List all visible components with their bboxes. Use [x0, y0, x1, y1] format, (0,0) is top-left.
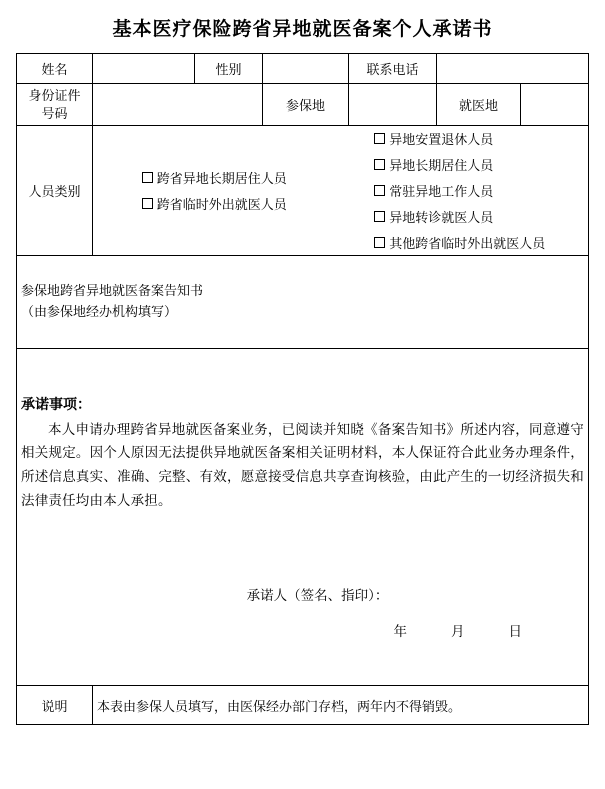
checkbox-label: 异地转诊就医人员 [389, 210, 494, 226]
checkbox-icon[interactable] [142, 172, 153, 183]
table-row-person-category [17, 126, 589, 256]
table-row-promise [17, 349, 589, 686]
checkbox-row-temporary-outbound[interactable] [142, 194, 287, 213]
table-row-id-places [17, 84, 589, 126]
phone-label: 联系电话 [349, 54, 437, 84]
id-number-label [17, 84, 93, 126]
name-label: 姓名 [17, 54, 93, 84]
treatment-place-label: 就医地 [437, 84, 521, 126]
checkbox-label: 跨省异地长期居住人员 [156, 171, 287, 187]
date-day-label: 日 [508, 624, 522, 640]
id-number-label-line2: 号码 [41, 105, 68, 121]
checkbox-label: 异地长期居住人员 [389, 158, 494, 174]
checkbox-label: 常驻异地工作人员 [389, 184, 494, 200]
table-row-basic-info [17, 54, 589, 84]
person-category-right-group [374, 129, 545, 252]
person-category-label: 人员类别 [17, 126, 93, 256]
commitment-form-table [16, 53, 589, 725]
name-input[interactable] [93, 54, 195, 84]
notice-line-1: 参保地跨省异地就医备案告知书 [21, 283, 204, 299]
checkbox-icon[interactable] [374, 237, 385, 248]
id-number-input[interactable] [93, 84, 263, 126]
footer-note-text: 本表由参保人员填写，由医保经办部门存档，两年内不得销毁。 [93, 686, 589, 725]
checkbox-label: 其他跨省临时外出就医人员 [389, 236, 546, 252]
date-year-label: 年 [393, 624, 407, 640]
checkbox-icon[interactable] [374, 133, 385, 144]
checkbox-row-other-temporary[interactable] [374, 233, 545, 252]
insured-place-input[interactable] [349, 84, 437, 126]
checkbox-label: 异地安置退休人员 [389, 132, 494, 148]
table-row-footer-note [17, 686, 589, 725]
promise-title: 承诺事项： [21, 395, 91, 412]
checkbox-row-stationed-worker[interactable] [374, 181, 545, 200]
gender-input[interactable] [263, 54, 349, 84]
signature-label: 承诺人（签名、指印）： [246, 588, 389, 604]
footer-note-label: 说明 [17, 686, 93, 725]
id-number-label-line1: 身份证件 [28, 88, 81, 103]
checkbox-row-long-term-residence[interactable] [142, 168, 287, 187]
checkbox-row-retired-resettled[interactable] [374, 129, 545, 148]
promise-section [17, 349, 589, 686]
person-category-left-group [142, 168, 287, 213]
checkbox-row-long-term-resident[interactable] [374, 155, 545, 174]
checkbox-row-referral[interactable] [374, 207, 545, 226]
table-row-notice [17, 256, 589, 349]
person-category-options [93, 126, 589, 256]
date-line [21, 620, 584, 640]
gender-label: 性别 [195, 54, 263, 84]
date-month-label: 月 [451, 624, 465, 640]
promise-body: 本人申请办理跨省异地就医备案业务，已阅读并知晓《备案告知书》所述内容，同意遵守相关规定。因个人原因无法提供异地就医备案相关证明材料，本人保证符合此业务办理条件，所述信息真实、准确、完整、有效，愿意接受信息共享查询核验，由此产生的一切经济损失和法律责任均由本人承担。 [21, 421, 584, 508]
checkbox-icon[interactable] [142, 198, 153, 209]
page-title: 基本医疗保险跨省异地就医备案个人承诺书 [112, 19, 493, 40]
checkbox-label: 跨省临时外出就医人员 [156, 197, 287, 213]
checkbox-icon[interactable] [374, 185, 385, 196]
phone-input[interactable] [437, 54, 589, 84]
notice-line-2: （由参保地经办机构填写） [21, 304, 178, 320]
checkbox-icon[interactable] [374, 211, 385, 222]
treatment-place-input[interactable] [521, 84, 589, 126]
insured-place-label: 参保地 [263, 84, 349, 126]
checkbox-icon[interactable] [374, 159, 385, 170]
notice-section [17, 256, 589, 349]
